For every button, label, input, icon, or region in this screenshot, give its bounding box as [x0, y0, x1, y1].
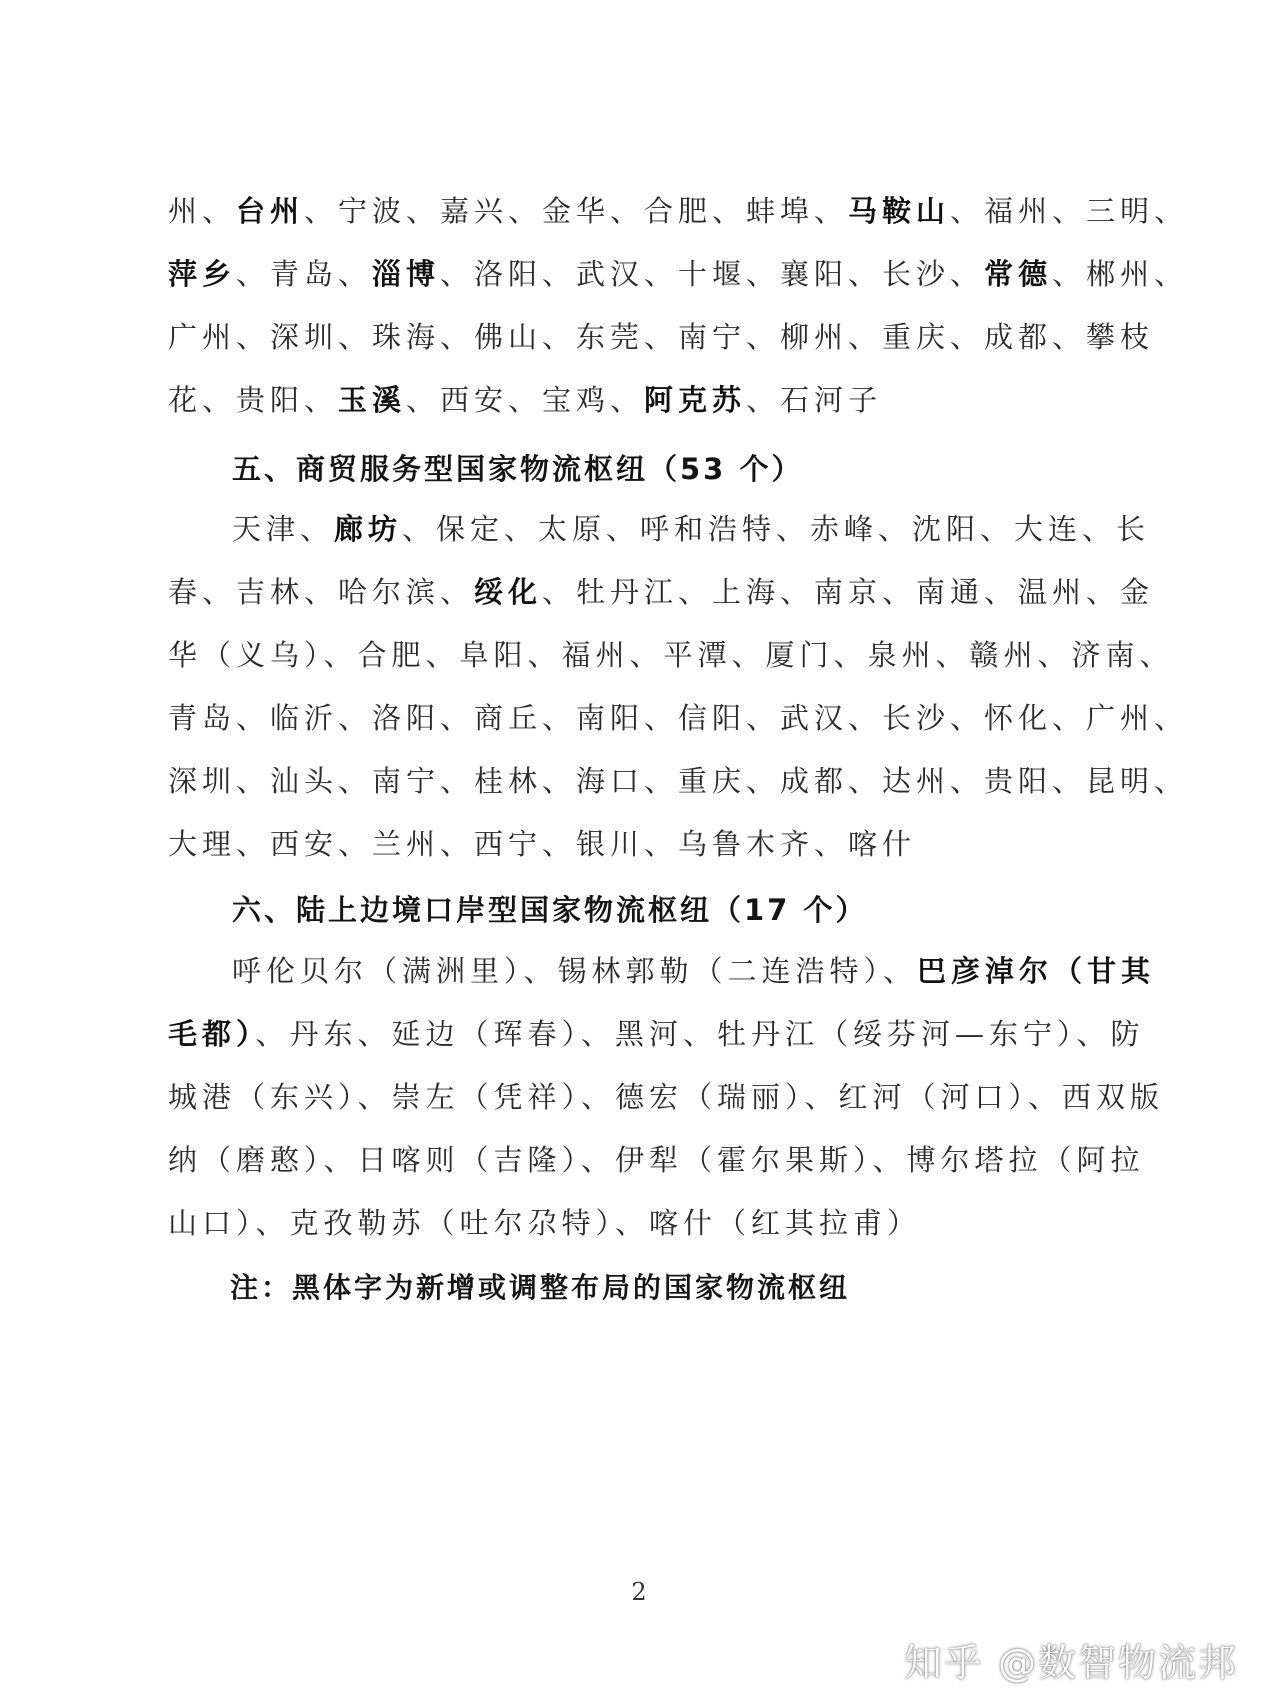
- city-text: 纳（磨憨）、日喀则（吉隆）、伊犁（霍尔果斯）、博尔塔拉（阿拉: [168, 1143, 1145, 1177]
- page-number: 2: [631, 1578, 647, 1606]
- city-text: 、青岛、: [236, 257, 373, 291]
- text-line: [168, 498, 1151, 561]
- city-text: 大理、西安、兰州、西宁、银川、乌鲁木齐、喀什: [168, 827, 917, 861]
- text-line: [168, 243, 1189, 306]
- city-text: 、石河子: [746, 383, 883, 417]
- bold-city-text: 绥化: [474, 575, 543, 609]
- city-text: 山口）、克孜勒苏（吐尔尕特）、喀什（红其拉甫）: [168, 1206, 922, 1240]
- text-line: [168, 1003, 1145, 1066]
- city-text: 青岛、临沂、洛阳、商丘、南阳、信阳、武汉、长沙、怀化、广州、: [168, 701, 1189, 735]
- section6-paragraph: [168, 940, 1165, 1255]
- text-line: [168, 1066, 1165, 1129]
- text-line: [168, 687, 1189, 750]
- bold-city-text: 台州: [236, 194, 305, 228]
- section4-paragraph: [168, 180, 1189, 432]
- city-text: 春、吉林、哈尔滨、: [168, 575, 475, 609]
- city-text: 、西安、宝鸡、: [406, 383, 645, 417]
- text-line: [168, 813, 1098, 876]
- text-line: [168, 940, 1156, 1003]
- section6-heading: 六、陆上边境口岸型国家物流枢纽（17 个）: [232, 893, 868, 927]
- city-text: 、丹东、延边（珲春）、黑河、牡丹江（绥芬河—东宁）、防: [255, 1017, 1145, 1051]
- text-line: [168, 306, 1155, 369]
- text-line: [168, 750, 1189, 813]
- city-text: 、福州、三明、: [950, 194, 1189, 228]
- city-text: 深圳、汕头、南宁、桂林、海口、重庆、成都、达州、贵阳、昆明、: [168, 764, 1189, 798]
- section5-heading: 五、商贸服务型国家物流枢纽（53 个）: [232, 452, 804, 486]
- bold-city-text: 毛都）: [168, 1017, 256, 1051]
- city-text: 城港（东兴）、崇左（凭祥）、德宏（瑞丽）、红河（河口）、西双版: [168, 1080, 1165, 1114]
- text-line: [168, 180, 1189, 243]
- city-text: 、牡丹江、上海、南京、南通、温州、金: [542, 575, 1155, 609]
- section5-paragraph: [168, 498, 1189, 876]
- bold-city-text: 常德: [984, 257, 1053, 291]
- city-text: 、洛阳、武汉、十堰、襄阳、长沙、: [440, 257, 985, 291]
- city-text: 、郴州、: [1052, 257, 1189, 291]
- text-line: [168, 369, 1098, 432]
- city-text: 州、: [168, 194, 237, 228]
- note-text: 注：黑体字为新增或调整布局的国家物流枢纽: [230, 1271, 851, 1304]
- bold-city-text: 巴彦淖尔（甘其: [917, 954, 1156, 988]
- text-line: [168, 624, 1174, 687]
- text-line: [168, 561, 1155, 624]
- text-line: [168, 1129, 1145, 1192]
- bold-city-text: 萍乡: [168, 257, 237, 291]
- city-text: 花、贵阳、: [168, 383, 339, 417]
- bold-city-text: 玉溪: [338, 383, 407, 417]
- bold-city-text: 淄博: [372, 257, 441, 291]
- city-text: 天津、: [232, 512, 335, 546]
- city-text: 华（义乌）、合肥、阜阳、福州、平潭、厦门、泉州、赣州、济南、: [168, 638, 1174, 672]
- city-text: 广州、深圳、珠海、佛山、东莞、南宁、柳州、重庆、成都、攀枝: [168, 320, 1155, 354]
- city-text: 、宁波、嘉兴、金华、合肥、蚌埠、: [304, 194, 849, 228]
- bold-city-text: 廊坊: [334, 512, 403, 546]
- watermark: 知乎 @数智物流邦: [903, 1641, 1238, 1685]
- text-line: [168, 1192, 1098, 1255]
- bold-city-text: 阿克苏: [644, 383, 747, 417]
- city-text: 、保定、太原、呼和浩特、赤峰、沈阳、大连、长: [402, 512, 1151, 546]
- bold-city-text: 马鞍山: [848, 194, 951, 228]
- city-text: 呼伦贝尔（满洲里）、锡林郭勒（二连浩特）、: [232, 954, 918, 988]
